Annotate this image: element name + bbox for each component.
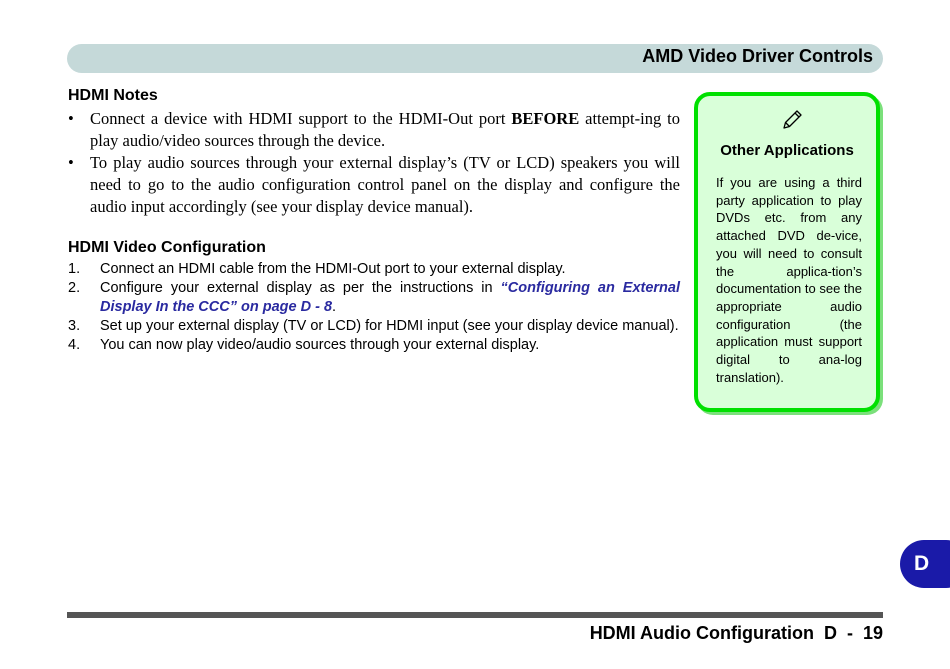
hdmi-notes-title: HDMI Notes [68, 87, 158, 104]
list-item: • Connect a device with HDMI support to the HDMI-Out port BEFORE attempt-ing to play audio/video sources through the device. [68, 109, 680, 150]
hdmi-notes-list [68, 108, 680, 218]
configuring-external-display-link[interactable]: “Configuring an External Display In the CCC” on page D - 8 [100, 280, 680, 315]
pencil-note-icon [781, 109, 803, 136]
sidebar-note-box [694, 92, 880, 412]
sidebar-title: Other Applications [720, 142, 854, 159]
footer-bar [67, 612, 883, 618]
footer-page-label: HDMI Audio Configuration D - 19 [589, 623, 883, 643]
list-item: 2. Configure your external display as per the instructions in “Configuring an External Display In the CCC” on page D - 8. [68, 280, 680, 315]
hdmi-video-config-steps [68, 260, 680, 355]
sidebar-body: If you are using a third party application to play DVDs etc. from any attached DVD de-vice, you will need to consult the applica-tion’s documentation to see the appropriate audio configuration (the application must support digital to ana-log translation). [716, 175, 862, 385]
bullet-icon: • [68, 153, 74, 172]
header-title: AMD Video Driver Controls [642, 46, 873, 66]
chapter-tab[interactable] [900, 540, 950, 588]
list-item: 4. You can now play video/audio sources through your external display. [68, 337, 540, 353]
list-item: 1. Connect an HDMI cable from the HDMI-Out port to your external display. [68, 261, 566, 277]
list-item: 3. Set up your external display (TV or LCD) for HDMI input (see your display device manual). [68, 318, 679, 334]
emphasis-text: BEFORE [511, 109, 580, 128]
list-item: • To play audio sources through your external display’s (TV or LCD) speakers you will need to go to the audio configuration control panel on the display and configure the audio input accordingly (see your display device manual). [68, 153, 680, 216]
bullet-icon: • [68, 109, 74, 128]
hdmi-video-config-title: HDMI Video Configuration [68, 239, 266, 256]
chapter-tab-label: D [914, 552, 930, 575]
